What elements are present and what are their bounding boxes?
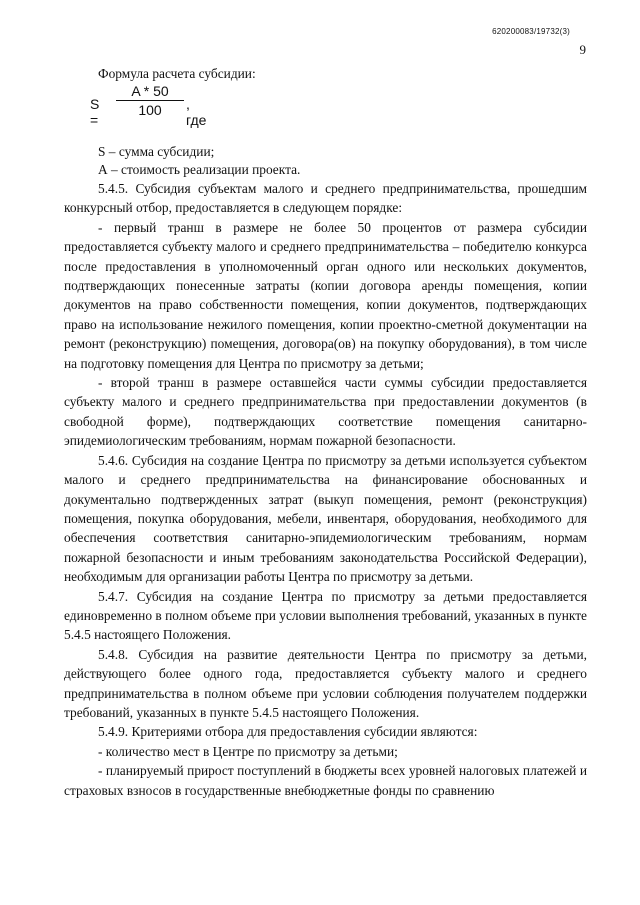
definition-item: S – сумма субсидии;	[98, 144, 215, 159]
formula-definitions	[98, 143, 300, 180]
paragraph-5-4-8: 5.4.8. Субсидия на развитие деятельности Центра по присмотру за детьми, действующего более одного года, предоставляется субъекту малого и среднего предпринимательства в полном объеме при условии соблюдения получателем поддержки требований, указанных в пункте 5.4.5 настоящего Положения.	[64, 646, 587, 720]
formula-tail: , где	[186, 96, 207, 128]
criteria-item: - количество мест в Центре по присмотру за детьми;	[98, 743, 398, 759]
paragraph-5-4-7: 5.4.7. Субсидия на создание Центра по присмотру за детьми предоставляется единовременно в полном объеме при условии выполнения требований, указанных в пункте 5.4.5 настоящего Положения.	[64, 588, 587, 643]
criteria-item: - планируемый прирост поступлений в бюджеты всех уровней налоговых платежей и страховых взносов в государственные внебюджетные фонды по сравнению	[64, 763, 587, 798]
paragraph-5-4-6: 5.4.6. Субсидия на создание Центра по присмотру за детьми используется субъектом малого и среднего предпринимательства на финансирование обоснованных и документально подтвержденных затрат (выкуп помещения, ремонт (реконструкция) помещения, покупка оборудования, мебели, инвентаря, оборудования, необходимого для обеспечения соответствия санитарно-эпидемиологическим требованиям, нормам пожарной безопасности и иным требованиям законодательства Российской Федерации), необходимым для организации работы Центра по присмотру за детьми.	[64, 452, 587, 585]
paragraph-5-4-5: 5.4.5. Субсидия субъектам малого и среднего предпринимательства, прошедшим конкурсный отбор, предоставляется в следующем порядке:	[64, 181, 587, 216]
paragraph-second-tranche: - второй транш в размере оставшейся части суммы субсидии предоставляется субъекту малого и среднего предпринимательства при предоставлении документов (в свободной форме), подтверждающих соответствие помещения санитарно-эпидемиологическим требованиям, нормам пожарной безопасности.	[64, 375, 587, 449]
document-number: 620200083/19732(3)	[492, 27, 570, 36]
formula-denominator: 100	[138, 102, 162, 118]
formula-lhs: S =	[90, 96, 100, 128]
formula-numerator: A * 50	[116, 83, 184, 101]
formula-label: Формула расчета субсидии:	[98, 66, 256, 81]
definition-item: А – стоимость реализации проекта.	[98, 162, 301, 178]
paragraph-first-tranche: - первый транш в размере не более 50 процентов от размера субсидии предоставляется субъекту малого и среднего предпринимательства – победителю конкурса после предоставления в уполномоченный орган одного или нескольких документов, подтверждающих понесенные затраты (копии договора аренды помещения, копии документов на право собственности помещения, копии документов, подтверждающих право на использование нежилого помещения, копии проектно-сметной документации на ремонт (реконструкцию) помещения, договора(ов) на покупку оборудования), в том числе на подготовку помещения для Центра по присмотру за детьми;	[64, 219, 587, 371]
document-body	[64, 179, 587, 800]
page-number: 9	[579, 42, 586, 57]
paragraph-5-4-9: 5.4.9. Критериями отбора для предоставления субсидии являются:	[98, 724, 478, 740]
formula-fraction	[116, 83, 184, 118]
